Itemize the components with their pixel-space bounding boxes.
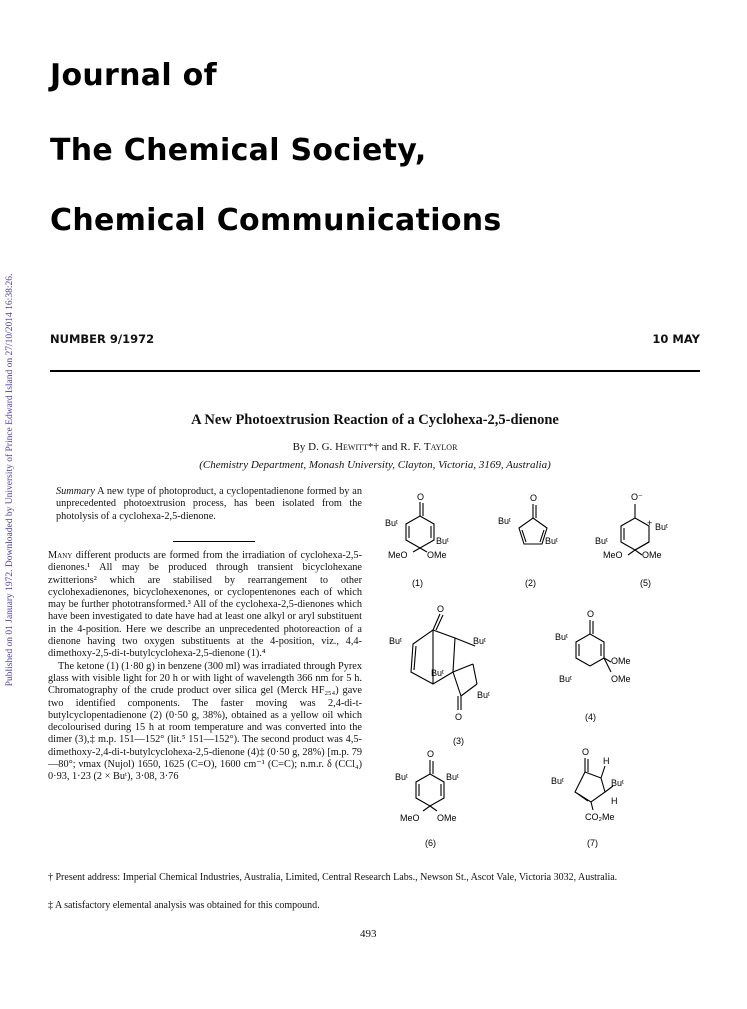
s3-butyl-d: Buᵗ xyxy=(477,690,490,700)
summary xyxy=(48,486,362,523)
and-text: and R. F. xyxy=(378,441,424,453)
issue-number: NUMBER 9/1972 xyxy=(50,332,155,346)
body-lead-word: Many xyxy=(48,550,73,561)
reaction-scheme xyxy=(385,486,715,866)
article-title: A New Photoextrusion Reaction of a Cyclohexa-2,5-dienone xyxy=(191,412,559,428)
label-5: (5) xyxy=(640,578,651,588)
body-text xyxy=(48,550,362,784)
s1-butyl-5: Buᵗ xyxy=(436,536,449,546)
journal-title-line-1: Journal of xyxy=(50,58,217,93)
structure-5 xyxy=(595,492,668,588)
footnote-present-address: † Present address: Imperial Chemical Industries, Australia, Limited, Central Research Labs., Newson St., Ascot Vale, Victoria 3032, Australia. xyxy=(48,872,618,883)
structure-3 xyxy=(389,604,490,746)
s6-oxygen: O xyxy=(427,749,435,759)
label-6: (6) xyxy=(425,838,436,848)
author-1-marks: *† xyxy=(367,441,379,453)
journal-title-line-2: The Chemical Society, xyxy=(50,133,427,168)
label-2: (2) xyxy=(525,578,536,588)
structure-7 xyxy=(551,747,624,848)
label-4: (4) xyxy=(585,712,596,722)
label-7: (7) xyxy=(587,838,598,848)
s1-methoxy-b: OMe xyxy=(427,550,447,560)
body-paragraph-1: different products are formed from the irradiation of cyclohexa-2,5-dienones.¹ All may be produced through transient bicyclohexane zwitterions² which are stabilised by rearrangement to other cyclohexadienones, bicyclohexenones, or cyclopentenones each of which may be further phototransformed.³ All of the cyclohexa-2,5-dienones which have been investigated to date have had at least one alkyl or aryl substituent in the 4-position. Here we describe an unprecedented photoreaction of a dienone having two oxygen substituents at the 4-position, viz., 4,4-dimethoxy-2,5-di-t-butylcyclohexa-2,5-dienone (1).⁴ xyxy=(48,550,362,660)
s7-hydrogen-a: H xyxy=(603,756,610,766)
s7-hydrogen-b: H xyxy=(611,796,618,806)
s3-butyl-c: Buᵗ xyxy=(431,668,444,678)
s5-butyl-a: Buᵗ xyxy=(655,522,668,532)
s5-methoxy-a: MeO xyxy=(603,550,623,560)
s3-butyl-b: Buᵗ xyxy=(473,636,486,646)
label-3: (3) xyxy=(453,736,464,746)
summary-label: Summary xyxy=(56,486,95,497)
s3-oxygen-a: O xyxy=(437,604,445,614)
by-text: By D. G. xyxy=(292,441,336,453)
s6-methoxy-b: OMe xyxy=(437,813,457,823)
issue-date: 10 MAY xyxy=(652,332,700,346)
article-affiliation: (Chemistry Department, Monash University, Clayton, Victoria, 3169, Australia) xyxy=(199,459,551,471)
s4-methoxy-b: OMe xyxy=(611,674,631,684)
s6-butyl-a: Buᵗ xyxy=(395,772,408,782)
summary-text: A new type of photoproduct, a cyclopentadienone formed by an unprecedented photoextrusion process, has been isolated from the photolysis of a cyclohexa-2,5-dienone. xyxy=(56,486,362,522)
s2-butyl-2: Buᵗ xyxy=(498,516,511,526)
label-1: (1) xyxy=(412,578,423,588)
s4-butyl-b: Buᵗ xyxy=(559,674,572,684)
s6-methoxy-a: MeO xyxy=(400,813,420,823)
s7-butyl-a: Buᵗ xyxy=(551,776,564,786)
journal-title-line-3: Chemical Communications xyxy=(50,203,502,238)
page-number: 493 xyxy=(360,928,377,940)
s1-butyl-2: Buᵗ xyxy=(385,518,398,528)
author-1: Hewitt xyxy=(335,441,368,453)
footnote-elemental-analysis: ‡ A satisfactory elemental analysis was obtained for this compound. xyxy=(48,900,320,911)
s5-butyl-b: Buᵗ xyxy=(595,536,608,546)
s1-oxygen: O xyxy=(417,492,425,502)
download-watermark-text: Published on 01 January 1972. Downloaded by University of Prince Edward Island on 27/10/2014 16:38:26. xyxy=(5,273,15,687)
s4-butyl-a: Buᵗ xyxy=(555,632,568,642)
summary-separator xyxy=(173,541,255,542)
author-2: Taylor xyxy=(423,441,458,453)
header-rule xyxy=(50,370,700,372)
s6-butyl-b: Buᵗ xyxy=(446,772,459,782)
structure-6 xyxy=(395,749,459,848)
s3-butyl-a: Buᵗ xyxy=(389,636,402,646)
structure-1 xyxy=(385,492,449,588)
download-watermark xyxy=(2,100,18,860)
structure-2 xyxy=(498,493,558,588)
s4-methoxy-a: OMe xyxy=(611,656,631,666)
s4-oxygen: O xyxy=(587,609,595,619)
body-paragraph-2: The ketone (1) (1·80 g) in benzene (300 ml) was irradiated through Pyrex glass with visible light for 20 h or with light of wavelength 366 nm for 5 h. Chromatography of the crude product over silica gel (Merck HF₂₅₄) gave two identified components. The faster moving was 2,4-di-t-butylcyclopentadienone (2) (0·50 g, 38%), obtained as a yellow oil which decolourised during 15 h at room temperature and was converted into the dimer (3),‡ m.p. 151—152° (lit.⁵ 151—152°). The second product was 4,5-dimethoxy-2,4-di-t-butylcyclohexa-2,5-dienone (4)‡ (0·50 g, 28%) [m.p. 79—80°; νmax (Nujol) 1650, 1625 (C=O), 1600 cm⁻¹ (C=C); n.m.r. δ (CCl₄) 0·93, 1·23 (2 × Buᵗ), 3·08, 3·76 xyxy=(48,660,362,783)
s1-methoxy-a: MeO xyxy=(388,550,408,560)
s2-oxygen: O xyxy=(530,493,538,503)
structure-4 xyxy=(555,609,631,722)
s5-methoxy-b: OMe xyxy=(642,550,662,560)
s7-oxygen: O xyxy=(582,747,590,757)
s5-plus: + xyxy=(647,518,653,528)
article-authors xyxy=(60,441,690,453)
s7-ester: CO₂Me xyxy=(585,812,615,822)
s7-butyl-b: Buᵗ xyxy=(611,778,624,788)
s3-oxygen-b: O xyxy=(455,712,463,722)
s5-oxide: O⁻ xyxy=(631,492,643,502)
s2-butyl-4: Buᵗ xyxy=(545,536,558,546)
